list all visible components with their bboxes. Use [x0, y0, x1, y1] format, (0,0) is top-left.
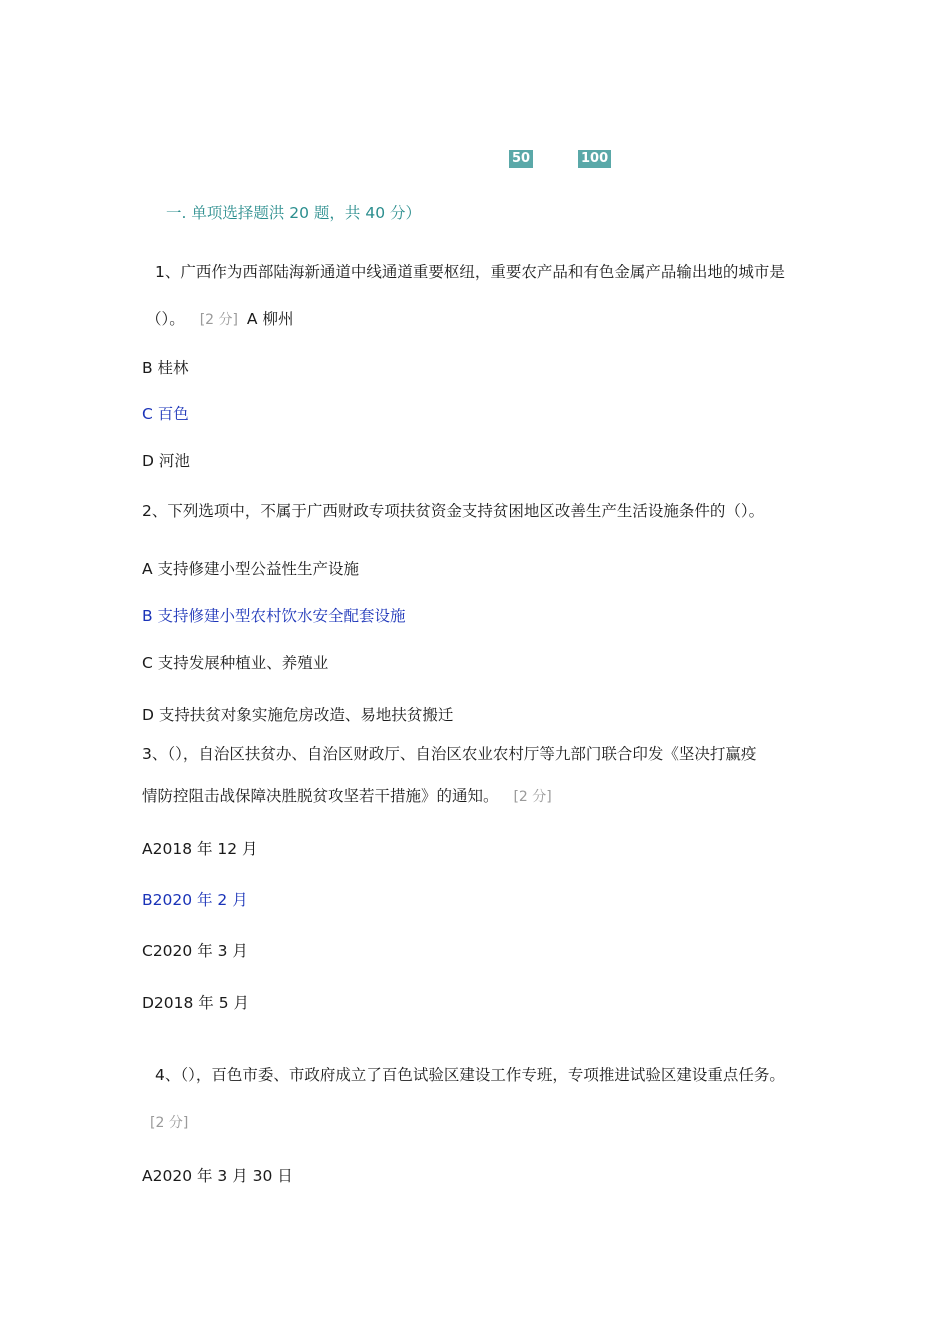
question-1-points: [2 分] — [199, 312, 238, 328]
question-4-text: 4、（），百色市委、市政府成立了百色试验区建设工作专班，专项推进试验区建设重点任务。 — [155, 1066, 785, 1084]
question-1-text-line2: （）。 — [146, 310, 185, 328]
question-1-option-c[interactable]: C 百色 — [142, 405, 189, 423]
question-3-option-a[interactable]: A2018 年 12 月 — [142, 840, 258, 858]
question-3-option-d[interactable]: D2018 年 5 月 — [142, 994, 250, 1012]
total-score-badge: 100 — [578, 150, 611, 168]
question-4-points: [2 分] — [150, 1115, 189, 1131]
section-title: 一. 单项选择题洪 20 题，共 40 分） — [166, 204, 422, 222]
question-3-option-b[interactable]: B2020 年 2 月 — [142, 891, 248, 909]
question-3-text-line2: 情防控阻击战保障决胜脱贫攻坚若干措施》的通知。 — [142, 787, 499, 805]
score-badge: 50 — [509, 150, 533, 168]
question-3-text-cont — [142, 786, 552, 807]
question-1-text: 1、广西作为西部陆海新通道中线通道重要枢纽，重要农产品和有色金属产品输出地的城市是 — [155, 263, 785, 281]
question-3-points: [2 分] — [513, 789, 552, 805]
question-1-option-b[interactable]: B 桂林 — [142, 359, 189, 377]
question-1-text-cont — [146, 309, 293, 330]
question-1-option-a[interactable]: A 柳州 — [246, 310, 294, 328]
question-2-option-c[interactable]: C 支持发展种植业、养殖业 — [142, 654, 329, 672]
question-2-option-b-label: B 支持修建小型农村饮水安全配套设施 — [142, 607, 406, 625]
question-4-option-a[interactable]: A2020 年 3 月 30 日 — [142, 1167, 293, 1185]
question-3-text: 3、（），自治区扶贫办、自治区财政厅、自治区农业农村厅等九部门联合印发《坚决打赢疫 — [142, 745, 757, 763]
question-3-option-c[interactable]: C2020 年 3 月 — [142, 942, 248, 960]
question-2-option-d[interactable]: D 支持扶贫对象实施危房改造、易地扶贫搬迁 — [142, 706, 454, 724]
question-2-text: 2、下列选项中，不属于广西财政专项扶贫资金支持贫困地区改善生产生活设施条件的（）。 — [142, 502, 765, 520]
question-2-option-a[interactable]: A 支持修建小型公益性生产设施 — [142, 560, 360, 578]
question-2-option-b[interactable] — [142, 606, 406, 626]
question-1-option-d[interactable]: D 河池 — [142, 452, 190, 470]
